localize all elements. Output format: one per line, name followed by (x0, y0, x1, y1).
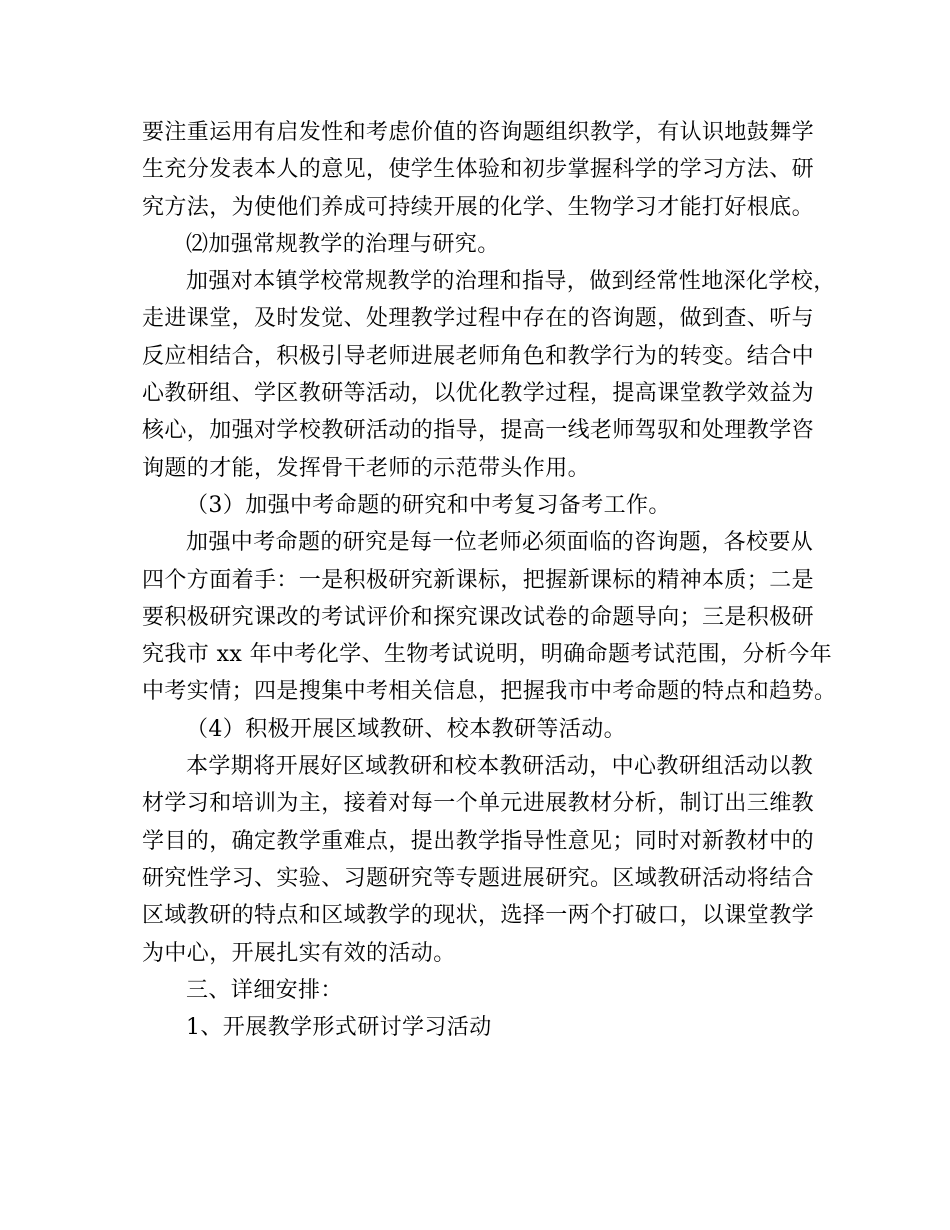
paragraph-line: 为中心，开展扎实有效的活动。 (142, 940, 456, 966)
paragraph-line: 究方法，为使他们养成可持续开展的化学、生物学习才能打好根底。 (142, 194, 815, 220)
paragraph-line: 本学期将开展好区域教研和校本教研活动，中心教研组活动以教 (186, 754, 814, 780)
section-heading: （4）积极开展区域教研、校本教研等活动。 (186, 716, 626, 742)
section-heading: 三、详细安排： (186, 977, 343, 1003)
paragraph-line: 核心，加强对学校教研活动的指导，提高一线老师驾驭和处理教学咨 (142, 418, 815, 444)
section-heading: 1、开展教学形式研讨学习活动 (186, 1015, 492, 1041)
document-body (142, 114, 837, 1046)
paragraph-line: 材学习和培训为主，接着对每一个单元进展教材分析，制订出三维教 (142, 791, 815, 817)
paragraph-line: 加强对本镇学校常规教学的治理和指导，做到经常性地深化学校， (186, 269, 836, 295)
paragraph-line: 要积极研究课改的考试评价和探究课改试卷的命题导向；三是积极研 (142, 604, 815, 630)
paragraph-line: 反应相结合，积极引导老师进展老师角色和教学行为的转变。结合中 (142, 343, 815, 369)
paragraph-line: 究我市 xx 年中考化学、生物考试说明，明确命题考试范围，分析今年 (142, 642, 833, 668)
paragraph-line: 区域教研的特点和区域教学的现状，选择一两个打破口，以课堂教学 (142, 903, 815, 929)
paragraph-line: 学目的，确定教学重难点，提出教学指导性意见；同时对新教材中的 (142, 828, 815, 854)
paragraph-line: 四个方面着手：一是积极研究新课标，把握新课标的精神本质；二是 (142, 567, 815, 593)
paragraph-line: 中考实情；四是搜集中考相关信息，把握我市中考命题的特点和趋势。 (142, 679, 837, 705)
section-heading: （3）加强中考命题的研究和中考复习备考工作。 (186, 492, 671, 518)
paragraph-line: 走进课堂，及时发觉、处理教学过程中存在的咨询题，做到查、听与 (142, 306, 815, 332)
paragraph-line: 生充分发表本人的意见，使学生体验和初步掌握科学的学习方法、研 (142, 157, 815, 183)
paragraph-line: 研究性学习、实验、习题研究等专题进展研究。区域教研活动将结合 (142, 865, 815, 891)
paragraph-line: 心教研组、学区教研等活动，以优化教学过程，提高课堂教学效益为 (142, 381, 815, 407)
paragraph-line: 加强中考命题的研究是每一位老师必须面临的咨询题，各校要从 (186, 530, 814, 556)
section-heading: ⑵加强常规教学的治理与研究。 (186, 231, 500, 257)
paragraph-line: 询题的才能，发挥骨干老师的示范带头作用。 (142, 455, 591, 481)
paragraph-line: 要注重运用有启发性和考虑价值的咨询题组织教学，有认识地鼓舞学 (142, 120, 815, 145)
